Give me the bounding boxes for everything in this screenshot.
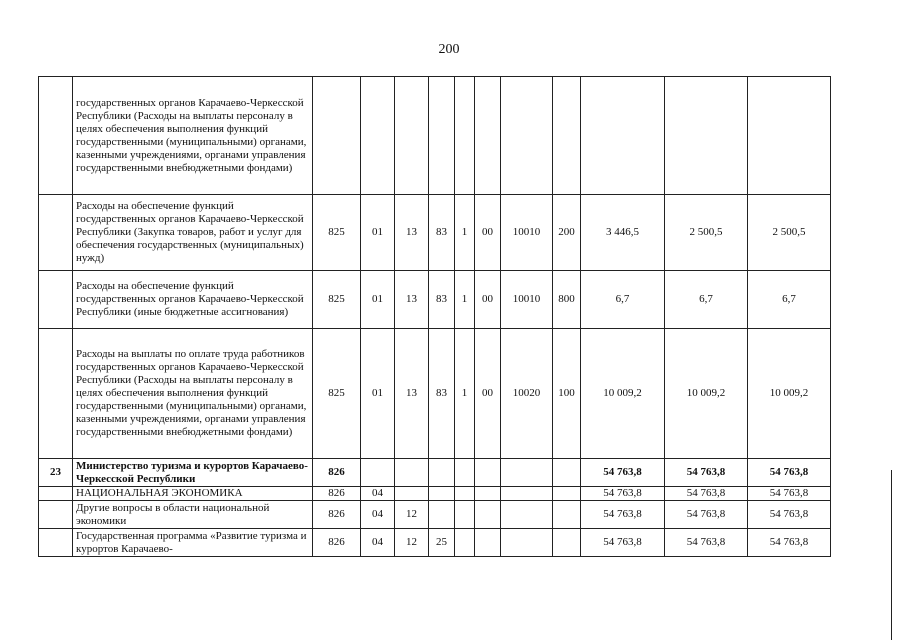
code-main-event: 00: [475, 195, 501, 271]
table-row: [39, 195, 831, 271]
amount-year-1: 54 763,8: [581, 501, 665, 529]
code-subsection: [395, 459, 429, 487]
row-index: [39, 487, 73, 501]
amount-year-2: 10 009,2: [665, 329, 748, 459]
code-expense-type: [553, 501, 581, 529]
code-ministry: 825: [313, 271, 361, 329]
code-ministry: 826: [313, 529, 361, 557]
code-expense-type: 200: [553, 195, 581, 271]
code-subprogram: [455, 459, 475, 487]
code-subprogram: [455, 529, 475, 557]
row-name: Расходы на обеспечение функций государственных органов Карачаево-Черкесской Республики (Закупка товаров, работ и услуг для обеспечения государственных (муниципальных) нужд): [73, 195, 313, 271]
row-index: [39, 77, 73, 195]
code-direction: [501, 529, 553, 557]
code-program: [429, 501, 455, 529]
amount-year-2: 54 763,8: [665, 459, 748, 487]
code-subprogram: 1: [455, 195, 475, 271]
table-row: [39, 487, 831, 501]
code-main-event: 00: [475, 329, 501, 459]
code-program: [429, 459, 455, 487]
amount-year-1: 54 763,8: [581, 529, 665, 557]
amount-year-3: [748, 77, 831, 195]
code-expense-type: [553, 77, 581, 195]
row-name: НАЦИОНАЛЬНАЯ ЭКОНОМИКА: [73, 487, 313, 501]
table-row: [39, 329, 831, 459]
code-direction: 10010: [501, 271, 553, 329]
code-expense-type: 800: [553, 271, 581, 329]
row-index: 23: [39, 459, 73, 487]
code-program: [429, 77, 455, 195]
amount-year-3: 54 763,8: [748, 529, 831, 557]
code-section: 01: [361, 271, 395, 329]
code-subprogram: [455, 487, 475, 501]
code-program: 25: [429, 529, 455, 557]
row-name: Расходы на выплаты по оплате труда работников государственных органов Карачаево-Черкесской Республики (Расходы на выплаты персоналу в целях обеспечения выполнения функций государственными (муниципальными) органами, казенными учреждениями, органами управления государственными внебюджетными фондами): [73, 329, 313, 459]
code-direction: [501, 501, 553, 529]
code-section: 04: [361, 501, 395, 529]
row-name: Министерство туризма и курортов Карачаево-Черкесской Республики: [73, 459, 313, 487]
code-direction: [501, 459, 553, 487]
amount-year-2: 54 763,8: [665, 501, 748, 529]
code-subprogram: 1: [455, 329, 475, 459]
code-ministry: 826: [313, 459, 361, 487]
code-section: 01: [361, 195, 395, 271]
row-index: [39, 501, 73, 529]
row-name: Расходы на обеспечение функций государственных органов Карачаево-Черкесской Республики (иные бюджетные ассигнования): [73, 271, 313, 329]
row-name: Государственная программа «Развитие туризма и курортов Карачаево-: [73, 529, 313, 557]
amount-year-2: 6,7: [665, 271, 748, 329]
code-program: 83: [429, 195, 455, 271]
amount-year-3: 2 500,5: [748, 195, 831, 271]
code-ministry: 825: [313, 195, 361, 271]
code-expense-type: 100: [553, 329, 581, 459]
code-section: 04: [361, 487, 395, 501]
code-subprogram: 1: [455, 271, 475, 329]
code-subsection: [395, 487, 429, 501]
code-direction: [501, 77, 553, 195]
code-program: 83: [429, 329, 455, 459]
code-subsection: [395, 77, 429, 195]
code-program: [429, 487, 455, 501]
code-expense-type: [553, 529, 581, 557]
amount-year-1: 6,7: [581, 271, 665, 329]
amount-year-3: 54 763,8: [748, 487, 831, 501]
code-subprogram: [455, 77, 475, 195]
amount-year-1: 10 009,2: [581, 329, 665, 459]
code-main-event: [475, 529, 501, 557]
amount-year-2: 2 500,5: [665, 195, 748, 271]
amount-year-2: 54 763,8: [665, 529, 748, 557]
amount-year-3: 54 763,8: [748, 459, 831, 487]
code-ministry: 826: [313, 501, 361, 529]
amount-year-2: 54 763,8: [665, 487, 748, 501]
page-number: 200: [438, 42, 460, 57]
row-index: [39, 271, 73, 329]
code-subsection: 13: [395, 329, 429, 459]
amount-year-1: 54 763,8: [581, 487, 665, 501]
amount-year-3: 6,7: [748, 271, 831, 329]
amount-year-1: [581, 77, 665, 195]
amount-year-3: 10 009,2: [748, 329, 831, 459]
code-expense-type: [553, 459, 581, 487]
code-section: 04: [361, 529, 395, 557]
code-section: 01: [361, 329, 395, 459]
code-main-event: [475, 501, 501, 529]
amount-year-1: 3 446,5: [581, 195, 665, 271]
row-name: Другие вопросы в области национальной экономики: [73, 501, 313, 529]
row-index: [39, 195, 73, 271]
row-name: государственных органов Карачаево-Черкесской Республики (Расходы на выплаты персоналу в целях обеспечения выполнения функций государственными (муниципальными) органами, казенными учреждениями, органами управления государственными внебюджетными фондами): [73, 77, 313, 195]
code-expense-type: [553, 487, 581, 501]
table-row: [39, 459, 831, 487]
code-main-event: [475, 77, 501, 195]
code-ministry: 826: [313, 487, 361, 501]
code-main-event: [475, 487, 501, 501]
code-section: [361, 459, 395, 487]
amount-year-3: 54 763,8: [748, 501, 831, 529]
code-main-event: 00: [475, 271, 501, 329]
amount-year-1: 54 763,8: [581, 459, 665, 487]
row-index: [39, 529, 73, 557]
row-index: [39, 329, 73, 459]
table-row: [39, 501, 831, 529]
code-direction: [501, 487, 553, 501]
code-subsection: 13: [395, 195, 429, 271]
amount-year-2: [665, 77, 748, 195]
code-program: 83: [429, 271, 455, 329]
table-row: [39, 77, 831, 195]
code-direction: 10020: [501, 329, 553, 459]
code-subsection: 12: [395, 529, 429, 557]
code-section: [361, 77, 395, 195]
budget-table: [38, 76, 831, 557]
code-ministry: [313, 77, 361, 195]
code-subsection: 12: [395, 501, 429, 529]
table-row: [39, 271, 831, 329]
code-direction: 10010: [501, 195, 553, 271]
table-row: [39, 529, 831, 557]
margin-line: [891, 470, 892, 640]
code-ministry: 825: [313, 329, 361, 459]
code-subsection: 13: [395, 271, 429, 329]
code-subprogram: [455, 501, 475, 529]
code-main-event: [475, 459, 501, 487]
